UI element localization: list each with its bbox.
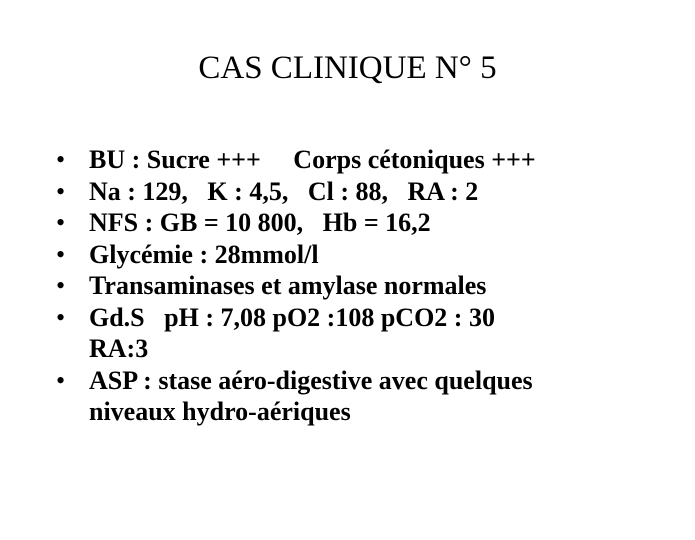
bullet-item-bu xyxy=(56,144,676,176)
bullet-text: NFS : GB = 10 800, Hb = 16,2 xyxy=(89,208,431,237)
bullet-text: Glycémie : 28mmol/l xyxy=(89,239,319,269)
bullet-item-nfs xyxy=(56,207,676,239)
bullet-text-continuation: niveaux hydro-aériques xyxy=(89,397,351,426)
slide-title: CAS CLINIQUE N° 5 xyxy=(198,50,497,86)
bullet-item-transaminases xyxy=(56,270,676,302)
bullet-text: Gd.S pH : 7,08 pO2 :108 pCO2 : 30 xyxy=(89,302,495,332)
bullet-text-continuation: RA:3 xyxy=(89,334,149,363)
bullet-list xyxy=(56,144,676,428)
bullet-dot-icon: • xyxy=(56,208,66,237)
bullet-text: Na : 129, K : 4,5, Cl : 88, RA : 2 xyxy=(89,176,479,206)
bullet-item-glycemie xyxy=(56,239,676,271)
bullet-item-asp xyxy=(56,365,676,428)
bullet-text: ASP : stase aéro-digestive avec quelques xyxy=(89,365,533,395)
bullet-item-electrolytes xyxy=(56,176,676,208)
bullet-dot-icon: • xyxy=(56,145,66,174)
bullet-dot-icon: • xyxy=(56,302,66,332)
bullet-text: BU : Sucre +++ Corps cétoniques +++ xyxy=(89,145,536,174)
bullet-dot-icon: • xyxy=(56,271,66,300)
bullet-dot-icon: • xyxy=(56,239,66,269)
bullet-dot-icon: • xyxy=(56,176,66,206)
bullet-item-gds xyxy=(56,302,676,365)
bullet-dot-icon: • xyxy=(56,365,66,395)
bullet-text: Transaminases et amylase normales xyxy=(89,271,487,300)
